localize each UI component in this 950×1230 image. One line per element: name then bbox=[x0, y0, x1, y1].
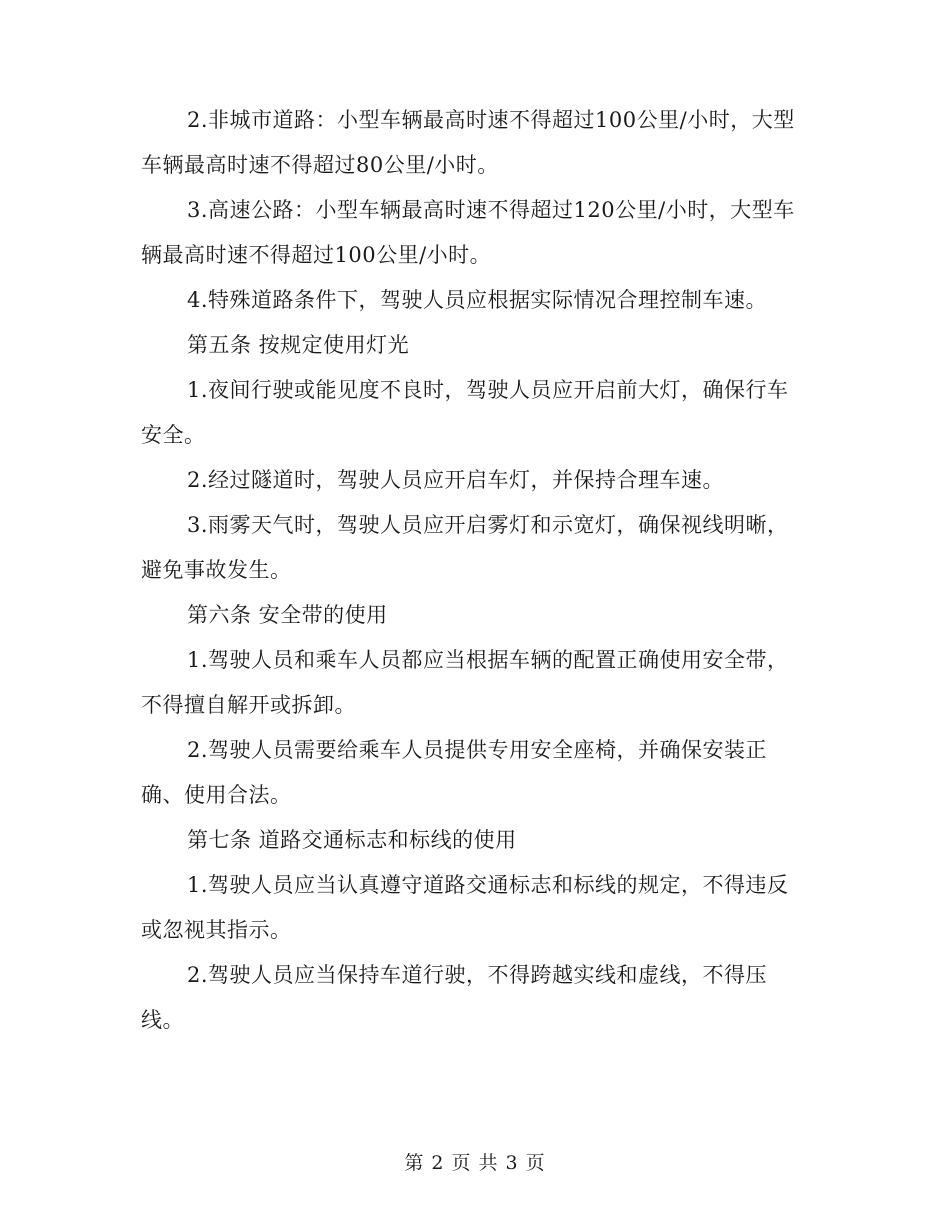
section-heading: 第五条 按规定使用灯光 bbox=[187, 333, 410, 357]
paragraph-item: 4.特殊道路条件下，驾驶人员应根据实际情况合理控制车速。 bbox=[187, 288, 768, 312]
paragraph-item: 2.经过隧道时，驾驶人员应开启车灯，并保持合理车速。 bbox=[187, 468, 725, 492]
paragraph-item: 1.驾驶人员应当认真遵守道路交通标志和标线的规定，不得违反或忽视其指示。 bbox=[141, 873, 789, 942]
paragraph-item: 2.非城市道路：小型车辆最高时速不得超过100公里/小时，大型车辆最高时速不得超过80公里/小时。 bbox=[141, 108, 795, 177]
section-heading: 第六条 安全带的使用 bbox=[187, 603, 388, 627]
page-footer: 第 2 页 共 3 页 bbox=[404, 1152, 546, 1174]
paragraph-item: 1.驾驶人员和乘车人员都应当根据车辆的配置正确使用安全带，不得擅自解开或拆卸。 bbox=[141, 648, 789, 717]
paragraph-item: 2.驾驶人员需要给乘车人员提供专用安全座椅，并确保安装正确、使用合法。 bbox=[141, 738, 768, 807]
section-heading: 第七条 道路交通标志和标线的使用 bbox=[187, 828, 517, 852]
paragraph-item: 3.雨雾天气时，驾驶人员应开启雾灯和示宽灯，确保视线明晰，避免事故发生。 bbox=[141, 513, 789, 582]
document-body bbox=[141, 98, 809, 1043]
paragraph-item: 3.高速公路：小型车辆最高时速不得超过120公里/小时，大型车辆最高时速不得超过100公里/小时。 bbox=[141, 198, 795, 267]
paragraph-item: 2.驾驶人员应当保持车道行驶，不得跨越实线和虚线，不得压线。 bbox=[141, 963, 768, 1032]
paragraph-item: 1.夜间行驶或能见度不良时，驾驶人员应开启前大灯，确保行车安全。 bbox=[141, 378, 789, 447]
